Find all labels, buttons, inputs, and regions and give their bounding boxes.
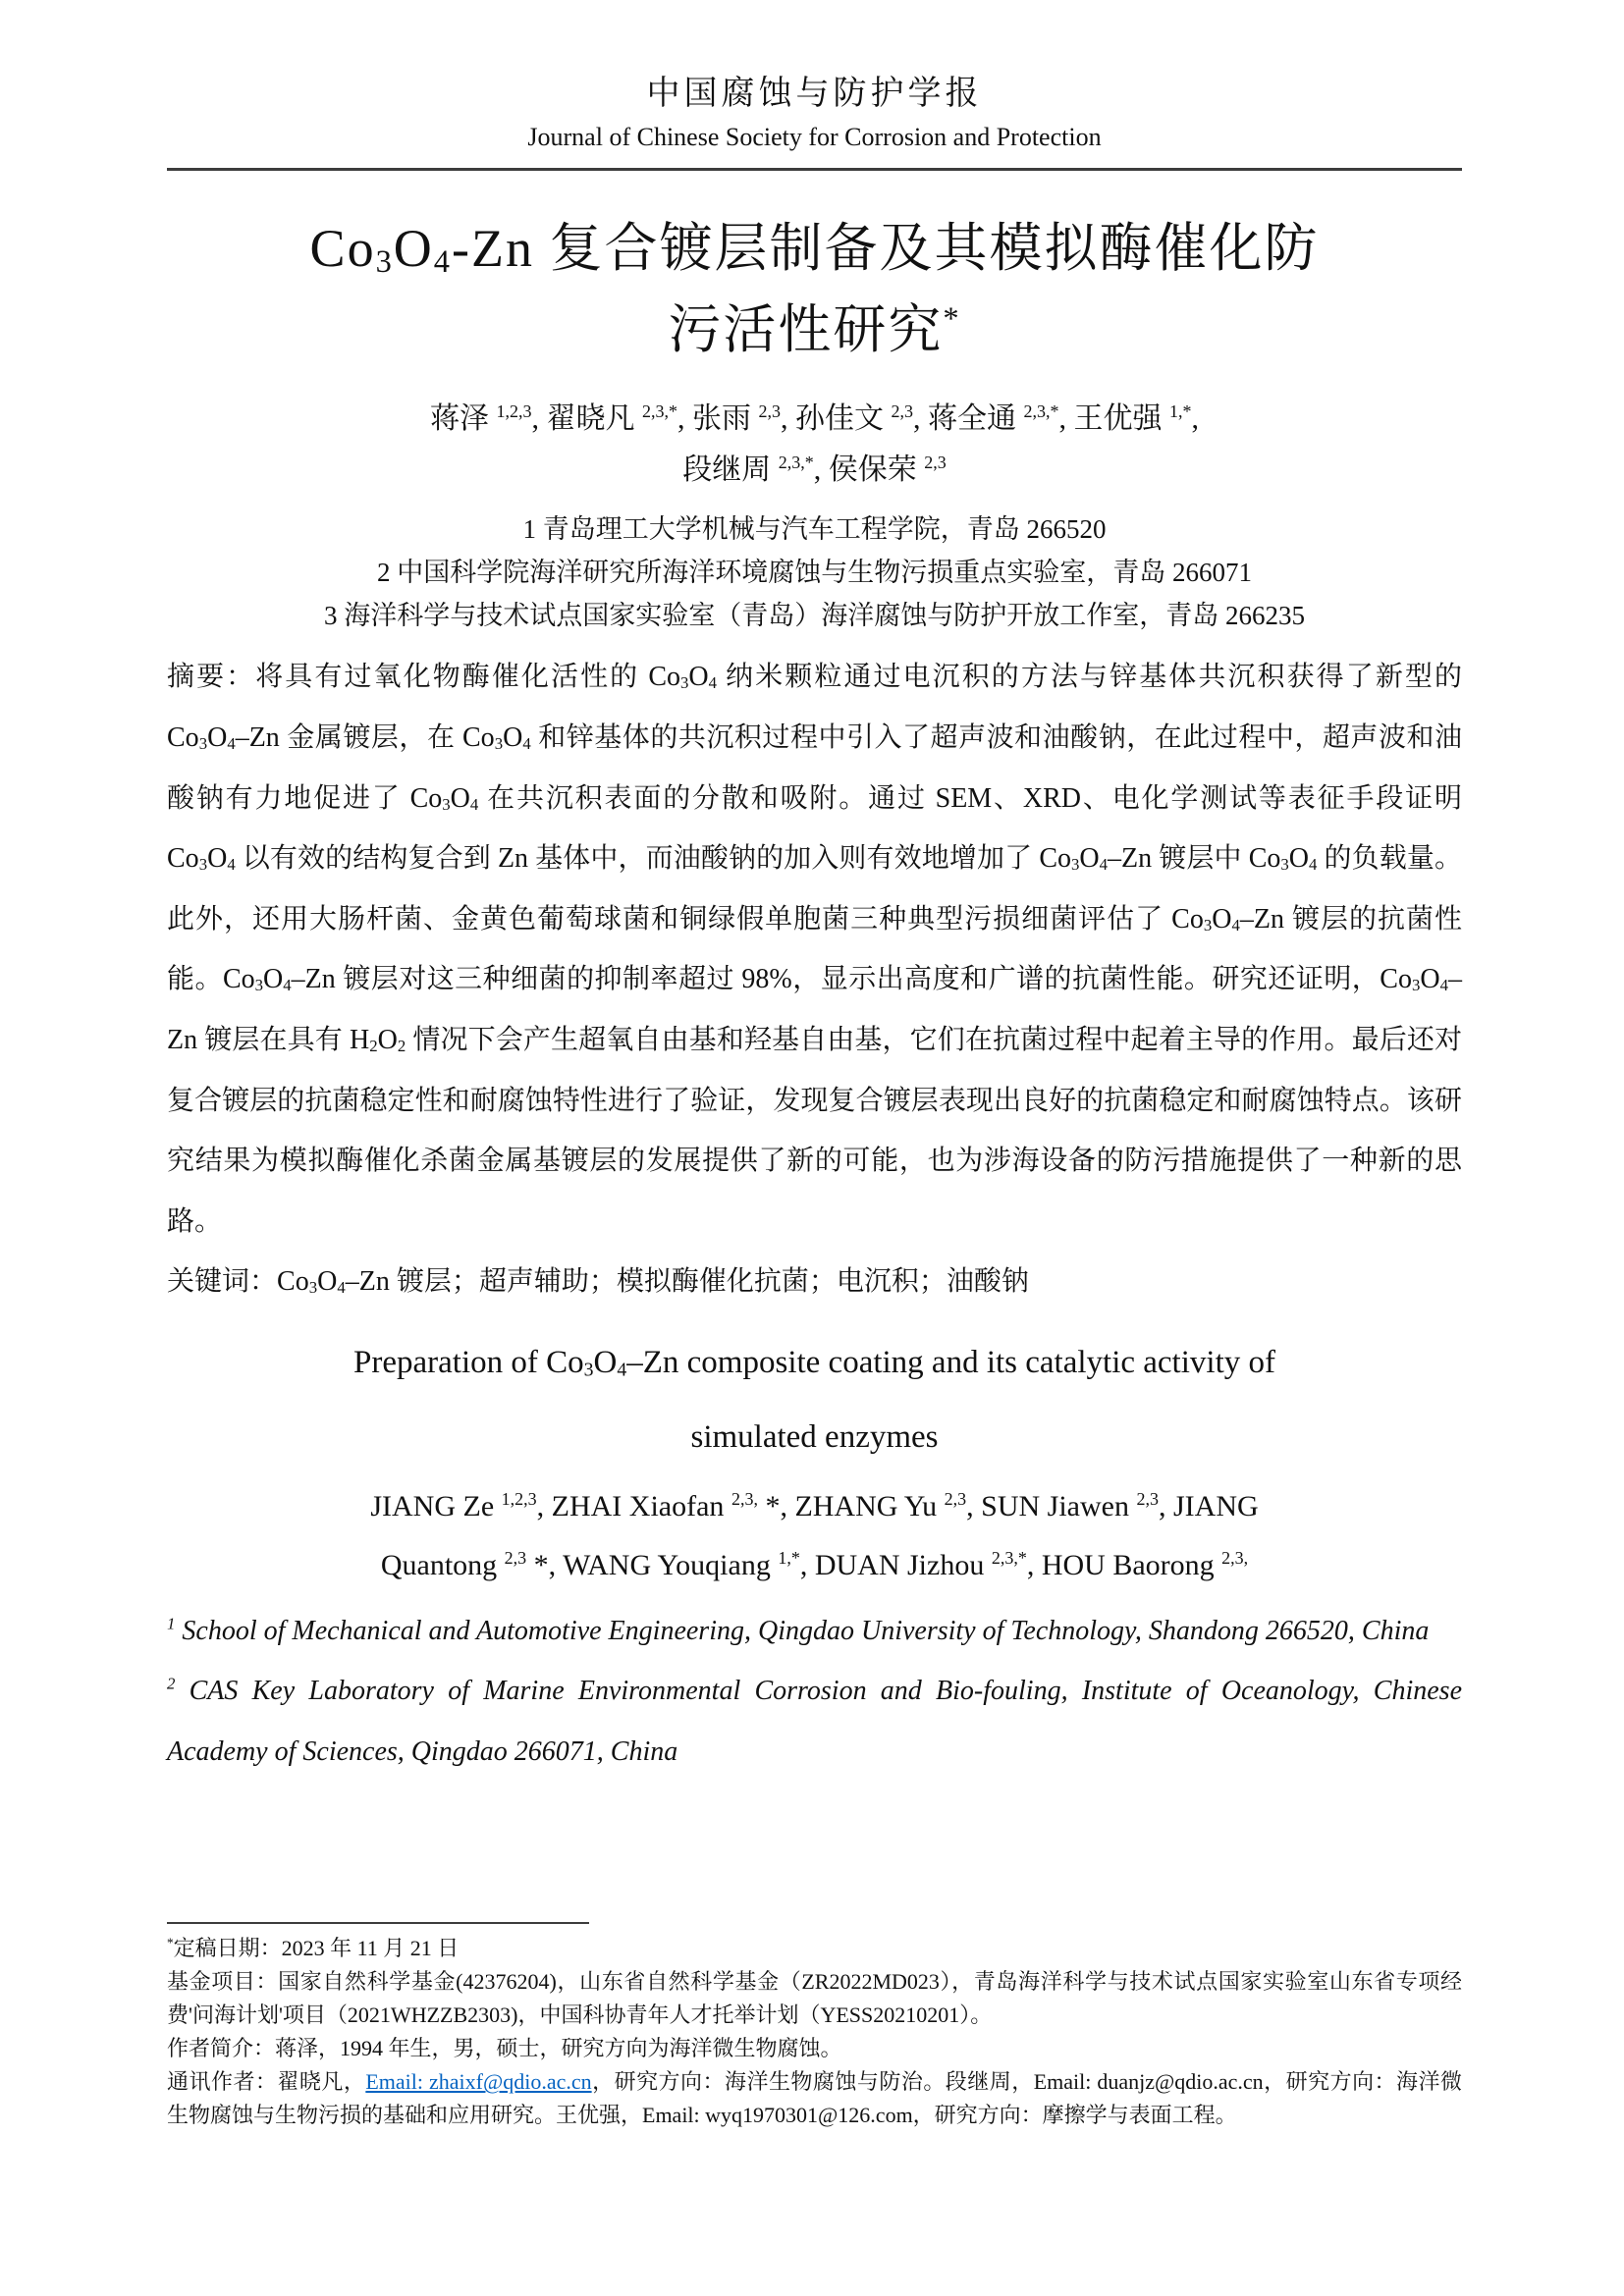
journal-title-cn: 中国腐蚀与防护学报 <box>646 76 983 112</box>
authors-cn <box>167 394 1462 495</box>
affiliation-cn-2: 2 中国科学院海洋研究所海洋环境腐蚀与生物污损重点实验室，青岛 266071 <box>377 557 1252 587</box>
authors-cn-line2: 段继周 $^{2,3,*}$, 侯保荣 $^{2,3}$ <box>682 452 947 486</box>
affiliation-en-2: $^2$ CAS Key Laboratory of Marine Environmental Corrosion and Bio-fouling, Institute of Oceanology, Chinese Academy of Sciences, Qingdao 266071, China <box>167 1674 1462 1767</box>
keywords: 关键词：$Co_3O_4-Zn$ 镀层；超声辅助；模拟酶催化抗菌；电沉积；油酸钠 <box>167 1266 1029 1298</box>
footnote-correspondence: 通讯作者：翟晓凡，Email: zhaixf@qdio.ac.cn，研究方向：海洋生物腐蚀与防治。段继周，Email: duanjz@qdio.ac.cn，研究方向：海洋微生物腐蚀与生物污损的基础和应用研究。王优强，Email: wyq1970301@126.com，研究方向：摩擦学与表面工程。 <box>167 2069 1462 2128</box>
paper-title-en-line1: Preparation of $Co_3O_4-Zn$ composite coating and its catalytic activity of <box>353 1344 1275 1381</box>
footnote-bio: 作者简介：蒋泽，1994 年生，男，硕士，研究方向为海洋微生物腐蚀。 <box>167 2036 842 2061</box>
journal-title-en: Journal of Chinese Society for Corrosion and Protection <box>527 122 1102 151</box>
abstract: 摘要：将具有过氧化物酶催化活性的 $Co_3O_4$ 纳米颗粒通过电沉积的方法与锌基体共沉积获得了新型的 $Co_3O_4-Zn$ 金属镀层，在 $Co_3O_4$ 和锌基体的共沉积过程中引入了超声波和油酸钠，在此过程中，超声波和油酸钠有力地促进了 $Co_3O_4$ 在共沉积表面的分散和吸附。通过 SEM、XRD、电化学测试等表征手段证明 $Co_3O_4$ 以有效的结构复合到 Zn 基体中，而油酸钠的加入则有效地增加了 $Co_3O_4-Zn$ 镀层中 $Co_3O_4$ 的负载量。此外，还用大肠杆菌、金黄色葡萄球菌和铜绿假单胞菌三种典型污损细菌评估了 $Co_3O_4-Zn$ 镀层的抗菌性能。$Co_3O_4-Zn$ 镀层对这三种细菌的抑制率超过 98%，显示出高度和广谱的抗菌性能。研究还证明，$Co_3O_4-Zn$ 镀层在具有 $H_2O_2$ 情况下会产生超氧自由基和羟基自由基，它们在抗菌过程中起着主导的作用。最后还对复合镀层的抗菌稳定性和耐腐蚀特性进行了验证，发现复合镀层表现出良好的抗菌稳定和耐腐蚀特点。该研究结果为模拟酶催化杀菌金属基镀层的发展提供了新的可能，也为涉海设备的防污措施提供了一种新的思路。 <box>167 662 1462 1237</box>
affiliations-cn <box>167 508 1462 637</box>
paper-title-cn <box>167 208 1462 372</box>
affiliation-cn-1: 1 青岛理工大学机械与汽车工程学院，青岛 266520 <box>522 514 1107 545</box>
authors-cn-line1: 蒋泽 $^{1,2,3}$, 翟晓凡 $^{2,3,*}$, 张雨 $^{2,3}$, 孙佳文 $^{2,3}$, 蒋全通 $^{2,3,*}$, 王优强 $^{1,*}$, <box>430 400 1199 435</box>
paper-title-en-line2: simulated enzymes <box>690 1418 939 1455</box>
authors-en-line2: Quantong $^{2,3}$ *, WANG Youqiang $^{1,*}$, DUAN Jizhou $^{2,3,*}$, HOU Baorong $^{2,3,}$ <box>380 1547 1249 1581</box>
journal-header <box>167 74 1462 154</box>
affiliation-cn-3: 3 海洋科学与技术试点国家实验室（青岛）海洋腐蚀与防护开放工作室，青岛 266235 <box>324 600 1305 630</box>
authors-en-line1: JIANG Ze $^{1,2,3}$, ZHAI Xiaofan $^{2,3,}$ *, ZHANG Yu $^{2,3}$, SUN Jiawen $^{2,3}$, JIANG <box>370 1488 1259 1522</box>
affiliations-en <box>167 1601 1462 1783</box>
footnote <box>167 1922 1462 2133</box>
authors-en <box>167 1477 1462 1595</box>
header-rule <box>167 168 1462 171</box>
footnote-rule <box>167 1922 589 1924</box>
email-link[interactable]: Email: zhaixf@qdio.ac.cn <box>365 2069 592 2095</box>
paper-title-cn-line1: $Co_3O_4-Zn$ 复合镀层制备及其模拟酶催化防 <box>309 218 1320 280</box>
affiliation-en-1: $^1$ School of Mechanical and Automotive Engineering, Qingdao University of Technology, Shandong 266520, China <box>167 1614 1430 1646</box>
footnote-dateline: *定稿日期：2023 年 11 月 21 日 <box>167 1935 460 1960</box>
footnote-funding: 基金项目：国家自然科学基金(42376204)，山东省自然科学基金（ZR2022MD023），青岛海洋科学与技术试点国家实验室山东省专项经费'问海计划'项目（2021WHZZB2303)，中国科协青年人才托举计划（YESS20210201）。 <box>167 1969 1462 2028</box>
paper-title-cn-line2: 污活性研究* <box>668 300 961 360</box>
paper-title-en <box>167 1326 1462 1475</box>
